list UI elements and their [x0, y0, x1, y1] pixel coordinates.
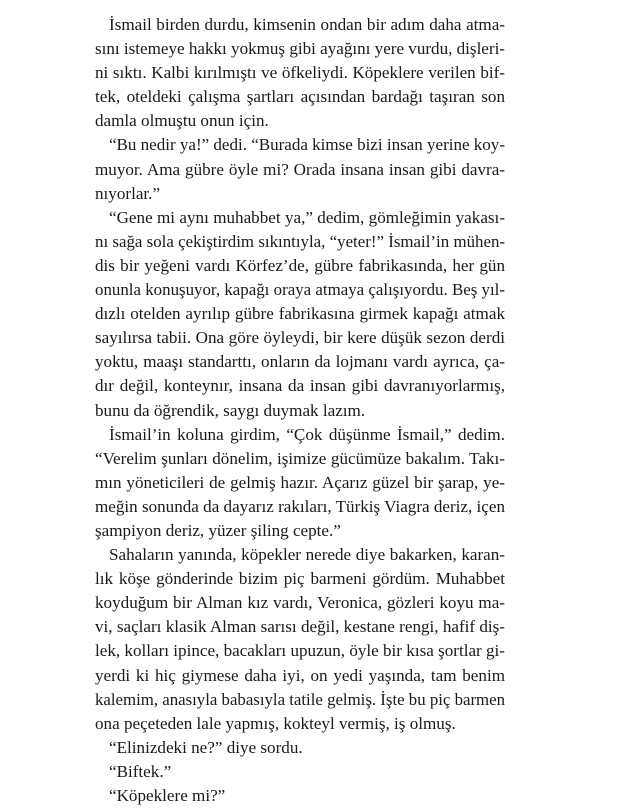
text-line: onunla konuşuyor, kapağı oraya atmaya çalışıyordu. Beş yıl-: [95, 280, 505, 300]
text-line: sını istemeye hakkı yokmuş gibi ayağını yere vurdu, dişleri-: [95, 39, 505, 59]
text-line: yerdi ki hiç giymese daha iyi, on yedi yaşında, tam benim: [95, 665, 505, 685]
text-line: damla olmuştu onun için.: [95, 111, 269, 131]
text-line: “Verelim şunları dönelim, işimize gücümüze bakalım. Takı-: [95, 448, 505, 468]
text-line: İsmail birden durdu, kimsenin ondan bir adım daha atma-: [109, 15, 505, 34]
text-line: “Köpeklere mi?”: [109, 786, 226, 805]
text-line: şampiyon deriz, yüzer şiling cepte.”: [95, 520, 341, 540]
text-line: İsmail’in koluna girdim, “Çok düşünme İsmail,” dedim.: [109, 424, 505, 444]
text-line: “Bu nedir ya!” dedi. “Burada kimse bizi insan yerine koy-: [109, 135, 505, 155]
text-line: “Gene mi aynı muhabbet ya,” dedim, gömleğimin yakası-: [109, 207, 505, 227]
text-line: ona peçeteden lale yapmış, kokteyl vermiş, iş olmuş.: [95, 713, 456, 733]
paragraph: [95, 13, 505, 133]
paragraph: [95, 133, 505, 205]
text-line: dis bir yeğeni vardı Körfez’de, gübre fabrikasında, her gün: [95, 255, 505, 275]
text-line: tek, oteldeki çalışma şartları açısından bardağı taşıran son: [95, 87, 505, 107]
text-line: meğin sonunda da dayarız rakıları, Türkiş Viagra deriz, içen: [95, 496, 505, 516]
text-line: Sahaların yanında, köpekler nerede diye bakarken, karan-: [109, 545, 505, 565]
text-line: koyduğum bir Alman kız vardı, Veronica, gözleri koyu ma-: [95, 593, 505, 613]
paragraph: [95, 423, 505, 543]
text-line: nı sağa sola çekiştirdim sıkıntıyla, “yeter!” İsmail’in mühen-: [95, 231, 505, 251]
text-line: dızlı otelden ayrılıp gübre fabrikasına girmek kapağı atmak: [95, 304, 505, 324]
paragraph: [95, 206, 505, 423]
text-line: lık köşe gönderinde bizim piç barmeni gördüm. Muhabbet: [95, 569, 505, 589]
text-line: “Elinizdeki ne?” diye sordu.: [109, 737, 303, 757]
text-line: muyor. Ama gübre öyle mi? Orada insana insan gibi davra-: [95, 159, 505, 179]
text-line: lek, kolları ipince, bacakları upuzun, öyle bir kısa şortlar gi-: [95, 641, 505, 661]
paragraph: [95, 543, 505, 736]
text-line: kalemim, anasıyla babasıyla tatile gelmiş. İşte bu piç barmen: [95, 689, 505, 709]
text-line: yoktu, maaşı standarttı, onların da lojmanı vardı ayrıca, ça-: [95, 352, 505, 372]
text-line: ni sıktı. Kalbi kırılmıştı ve öfkeliydi. Köpeklere verilen bif-: [95, 63, 505, 83]
book-page: [95, 13, 505, 808]
text-line: bunu da öğrendik, saygı duymak lazım.: [95, 400, 366, 420]
paragraph: [95, 736, 505, 760]
text-line: dır değil, konteynır, insana da insan gibi davranıyorlarmış,: [95, 376, 505, 396]
text-line: “Biftek.”: [109, 761, 172, 781]
text-line: mın yöneticileri de gelmiş hazır. Açarız güzel bir şarap, ye-: [95, 472, 505, 492]
text-line: nıyorlar.”: [95, 183, 161, 203]
text-line: vi, saçları klasik Alman sarısı değil, kestane rengi, hafif diş-: [95, 617, 505, 637]
text-line: sayılırsa tabii. Ona göre öyleydi, bir kere düşük sezon derdi: [95, 328, 505, 348]
paragraph: [95, 784, 505, 808]
